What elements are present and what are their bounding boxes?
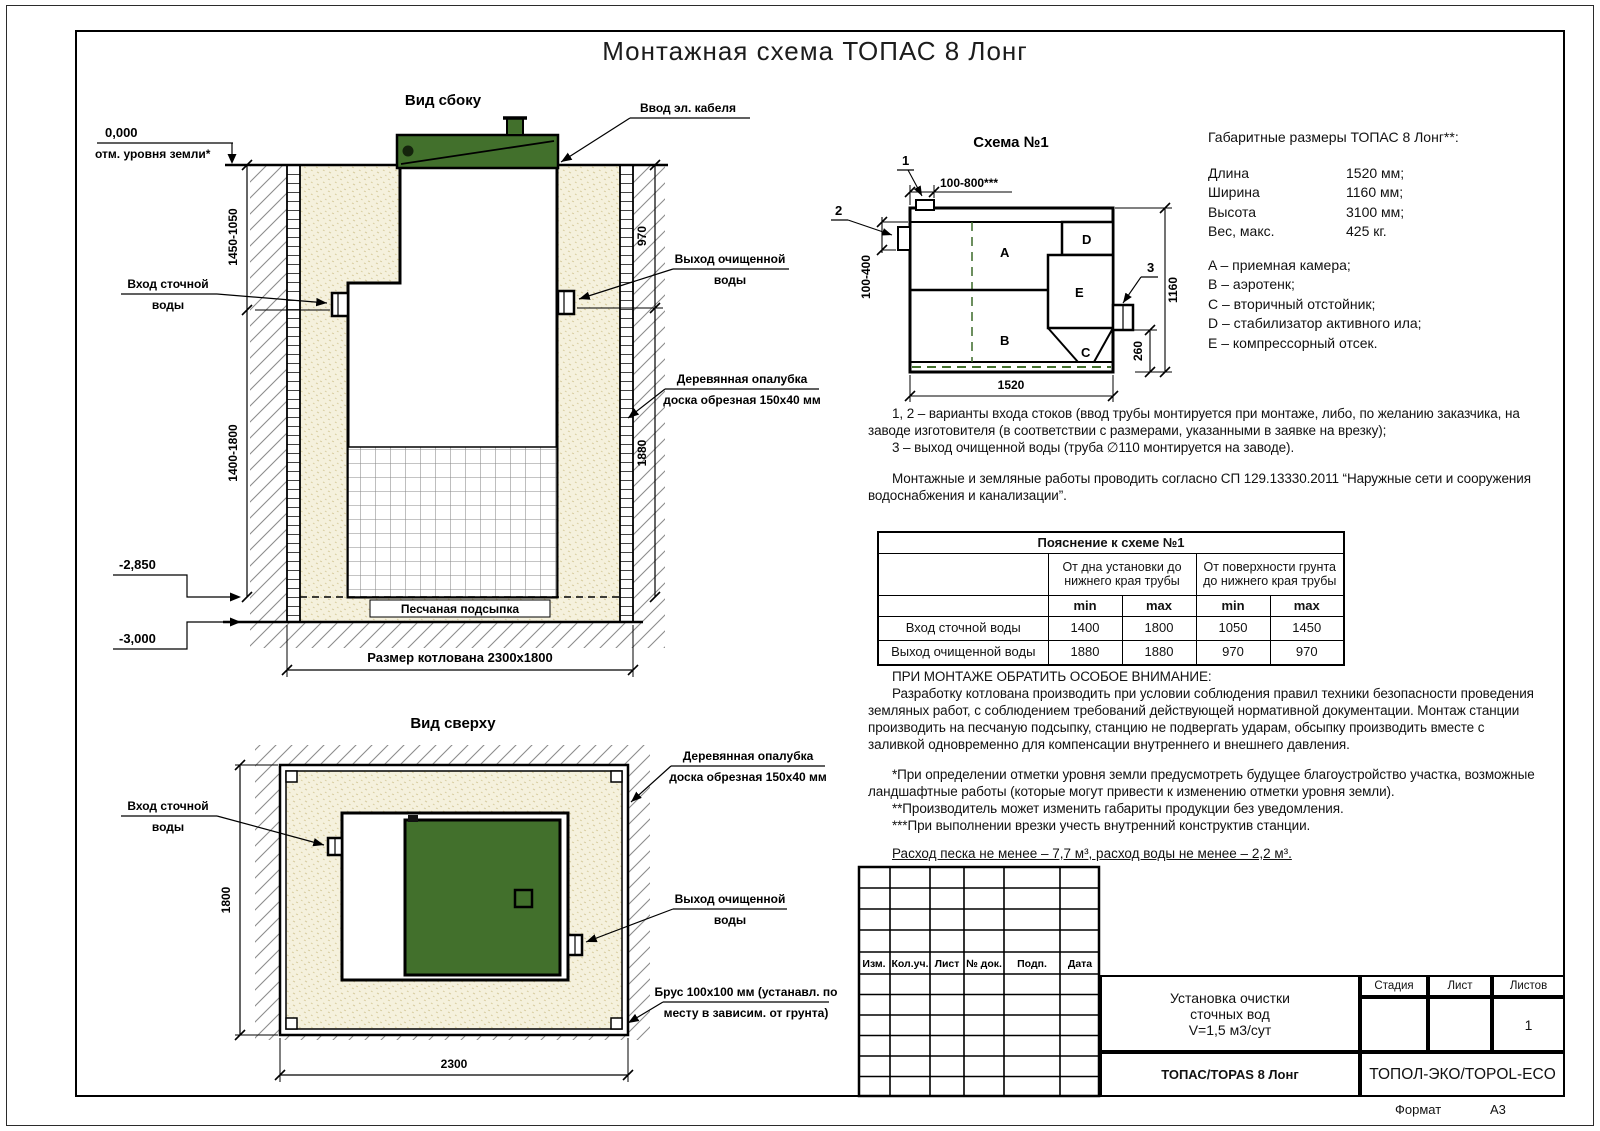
inlet-variant-1 xyxy=(897,153,934,210)
legend-item: C – вторичный отстойник; xyxy=(1208,295,1376,312)
side-view-drawing xyxy=(75,85,821,685)
top-view-drawing xyxy=(75,690,875,1100)
svg-text:E: E xyxy=(1075,285,1084,300)
inlet-pipe xyxy=(328,838,342,855)
min-header: min xyxy=(1196,595,1270,616)
svg-text:месту в зависим. от грунта): месту в зависим. от грунта) xyxy=(663,1006,829,1020)
dim-row: Длина 1520 мм; xyxy=(1208,164,1405,181)
scheme-title: Схема №1 xyxy=(973,134,1049,151)
drawing-title: Монтажная схема ТОПАС 8 Лонг xyxy=(602,36,1028,66)
rev-header: Кол.уч. xyxy=(891,958,929,970)
revision-table xyxy=(858,866,1100,1097)
title-block xyxy=(1100,975,1565,1097)
outlet-pipe xyxy=(558,291,574,314)
svg-text:воды: воды xyxy=(713,273,747,287)
tank-lower-section xyxy=(348,447,557,597)
explanation-table xyxy=(877,531,1345,666)
level-mark-bottom xyxy=(113,618,241,650)
station-lid xyxy=(397,118,558,168)
vent-square xyxy=(515,890,532,907)
station-body xyxy=(910,208,1113,372)
footnote-2: **Производитель может изменить габариты продукции без уведомления. xyxy=(892,801,1344,816)
svg-text:260: 260 xyxy=(1131,340,1145,362)
svg-text:1450-1050: 1450-1050 xyxy=(226,208,240,266)
svg-text:Вход сточной: Вход сточной xyxy=(127,277,209,291)
svg-text:A: A xyxy=(1000,245,1010,260)
svg-text:1400-1800: 1400-1800 xyxy=(226,424,240,482)
rev-header: Изм. xyxy=(862,958,886,970)
sand-bed-label xyxy=(370,600,550,617)
min-header: min xyxy=(1048,595,1122,616)
outlet-pipe xyxy=(568,935,582,955)
group-header-1: От дна установки до нижнего края трубы xyxy=(1048,553,1196,595)
stage-header: Стадия xyxy=(1360,975,1428,997)
top-view-label: Вид сверху xyxy=(410,715,496,732)
sheet-value xyxy=(1428,997,1492,1052)
svg-text:доска обрезная 150х40 мм: доска обрезная 150х40 мм xyxy=(669,770,827,784)
svg-text:Деревянная опалубка: Деревянная опалубка xyxy=(682,749,814,763)
table-title: Пояснение к схеме №1 xyxy=(878,532,1344,553)
svg-text:Песчаная подсыпка: Песчаная подсыпка xyxy=(400,602,520,616)
svg-text:1160: 1160 xyxy=(1166,276,1180,304)
svg-text:970: 970 xyxy=(635,225,649,247)
legend-item: E – компрессорный отсек. xyxy=(1208,334,1378,351)
svg-text:0,000: 0,000 xyxy=(105,125,138,140)
product-name-box: ТОПАС/TOPAS 8 Лонг xyxy=(1100,1052,1360,1097)
rev-header: Лист xyxy=(934,958,960,970)
sheets-value: 1 xyxy=(1492,997,1565,1052)
svg-text:D: D xyxy=(1082,232,1092,247)
svg-text:воды: воды xyxy=(713,913,747,927)
notes-block xyxy=(868,405,1544,504)
note-outlet: 3 – выход очищенной воды (труба ∅110 монтируется на заводе). xyxy=(892,440,1295,455)
formwork-callout xyxy=(631,749,827,802)
svg-text:доска обрезная 150х40 мм: доска обрезная 150х40 мм xyxy=(663,393,821,407)
svg-text:Размер котлована 2300х1800: Размер котлована 2300х1800 xyxy=(367,650,553,665)
svg-text:C: C xyxy=(1081,345,1091,360)
scheme-drawing xyxy=(820,125,1190,415)
svg-text:3: 3 xyxy=(1147,260,1155,275)
outlet-fitting xyxy=(1113,260,1158,330)
cable-entry-callout xyxy=(561,101,750,162)
rev-header: № док. xyxy=(966,958,1002,970)
sheets-header: Листов xyxy=(1492,975,1565,997)
overall-dimensions xyxy=(1208,128,1558,353)
sheet-header: Лист xyxy=(1428,975,1492,997)
table-row: Выход очищенной воды 1880 1880 970 970 xyxy=(878,640,1344,665)
format-value: А3 xyxy=(1490,1102,1506,1117)
dim-row: Высота 3100 мм; xyxy=(1208,203,1405,220)
svg-text:Брус 100х100 мм (устанавл. по: Брус 100х100 мм (устанавл. по xyxy=(654,985,838,999)
dim-outlet-260 xyxy=(1131,325,1157,377)
dim-row: Ширина 1160 мм; xyxy=(1208,184,1404,200)
dim-height-1160 xyxy=(1115,203,1180,377)
attention-body: Разработку котлована производить при условии соблюдения правил техники безопасности проведения земляных работ, с соблюдением требований действующей нормативной документации. Монтаж станции производить на песчаную подсыпку, станцию не подвергать ударам, обсыпку производить вместе с заливкой одновременно для компенсации внутреннего и внешнего давления. xyxy=(868,686,1534,752)
svg-text:100-800***: 100-800*** xyxy=(940,176,999,190)
rev-header: Подп. xyxy=(1017,958,1047,970)
max-header: max xyxy=(1270,595,1344,616)
lid-green-area xyxy=(405,820,560,975)
group-header-2: От поверхности грунта до нижнего края трубы xyxy=(1196,553,1344,595)
svg-text:1800: 1800 xyxy=(219,886,233,914)
zero-level-mark xyxy=(95,125,237,164)
svg-text:Ввод эл. кабеля: Ввод эл. кабеля xyxy=(640,101,737,115)
consumption-note: Расход песка не менее – 7,7 м³, расход воды не менее – 2,2 м³. xyxy=(892,846,1292,861)
format-label: Формат xyxy=(1395,1102,1442,1117)
svg-text:1: 1 xyxy=(902,153,910,168)
note-sp: Монтажные и земляные работы проводить согласно СП 129.13330.2011 “Наружные сети и сооружения водоснабжения и канализации”. xyxy=(868,471,1531,503)
svg-text:Выход очищенной: Выход очищенной xyxy=(674,892,786,906)
vent-pipe xyxy=(507,118,523,135)
legend-item: D – стабилизатор активного ила; xyxy=(1208,315,1422,331)
dim-length-1520 xyxy=(905,375,1118,402)
svg-text:Вход сточной: Вход сточной xyxy=(127,799,209,813)
attention-heading: ПРИ МОНТАЖЕ ОБРАТИТЬ ОСОБОЕ ВНИМАНИЕ: xyxy=(892,669,1212,684)
svg-text:1520: 1520 xyxy=(997,378,1025,392)
compartment-legend xyxy=(1208,256,1558,354)
rev-header: Дата xyxy=(1067,958,1093,970)
svg-text:-2,850: -2,850 xyxy=(119,557,156,572)
station-footprint xyxy=(342,813,568,980)
svg-text:Деревянная опалубка: Деревянная опалубка xyxy=(676,372,808,386)
inlet-variant-2 xyxy=(831,203,910,250)
inlet-pipe xyxy=(332,293,348,316)
svg-text:воды: воды xyxy=(151,820,185,834)
svg-text:воды: воды xyxy=(151,298,185,312)
stage-value xyxy=(1360,997,1428,1052)
svg-text:2: 2 xyxy=(835,203,843,218)
svg-text:Выход очищенной: Выход очищенной xyxy=(674,252,786,266)
footnote-1: *При определении отметки уровня земли предусмотреть будущее благоустройство участка, возможные ландшафтные работы (которые могут привести к изменению отметки уровня земли). xyxy=(868,767,1535,799)
svg-text:-3,000: -3,000 xyxy=(119,631,156,646)
table-row: Вход сточной воды 1400 1800 1050 1450 xyxy=(878,616,1344,640)
empty-header xyxy=(878,553,1048,595)
width-dimension xyxy=(275,1038,633,1082)
attention-block xyxy=(868,668,1540,834)
svg-text:отм. уровня земли*: отм. уровня земли* xyxy=(95,147,211,161)
max-header: max xyxy=(1122,595,1196,616)
document-title-box: Установка очистки сточных вод V=1,5 м3/сут xyxy=(1100,975,1360,1052)
svg-text:1880: 1880 xyxy=(635,439,649,467)
company-box: ТОПОЛ-ЭКО/TOPOL-ECO xyxy=(1360,1052,1565,1097)
svg-text:2300: 2300 xyxy=(440,1057,468,1071)
svg-text:100-400: 100-400 xyxy=(859,254,873,300)
legend-item: B – аэротенк; xyxy=(1208,276,1295,292)
dim-row: Вес, макс. 425 кг. xyxy=(1208,223,1387,239)
svg-text:B: B xyxy=(1000,333,1010,348)
legend-item: A – приемная камера; xyxy=(1208,256,1351,273)
level-mark-sand xyxy=(113,557,241,602)
overall-title: Габаритные размеры ТОПАС 8 Лонг**: xyxy=(1208,129,1459,145)
side-view-label: Вид сбоку xyxy=(404,92,482,109)
footnote-3: ***При выполнении врезки учесть внутренний конструктив станции. xyxy=(892,818,1311,833)
note-variants: 1, 2 – варианты входа стоков (ввод трубы монтируется при монтаже, либо, по желанию заказчика, на заводе изготовителя (в соответствии с размерами, указанными в заявке на врезку); xyxy=(868,406,1520,438)
beam-callout xyxy=(628,985,837,1023)
